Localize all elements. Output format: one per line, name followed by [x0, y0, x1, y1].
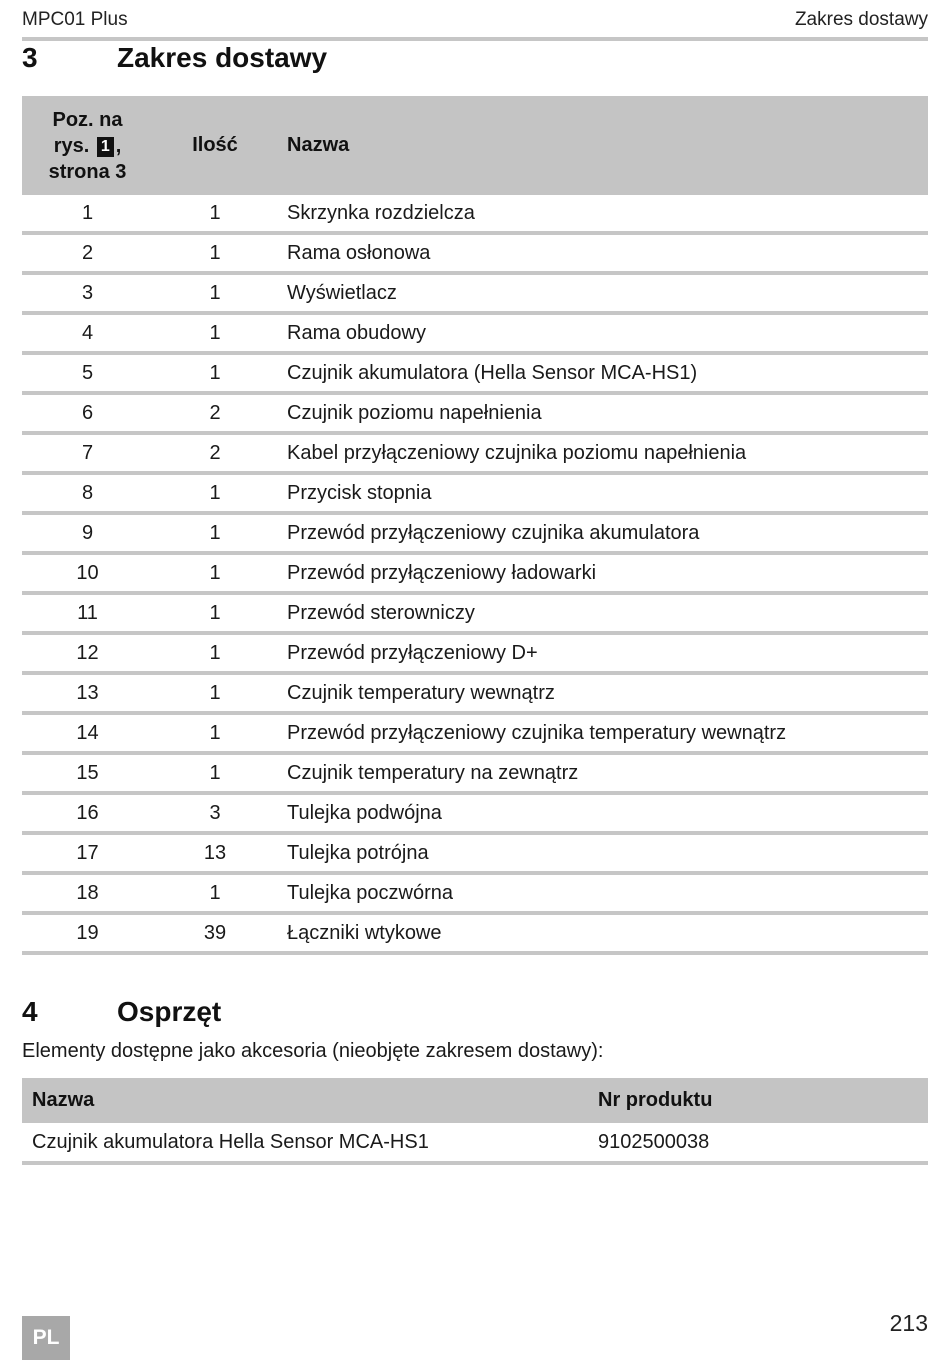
- table-row: [22, 673, 928, 713]
- quantity-cell: 1: [153, 633, 277, 673]
- name-cell: Skrzynka rozdzielcza: [277, 195, 928, 233]
- table-row: [22, 873, 928, 913]
- name-cell: Tulejka poczwórna: [277, 873, 928, 913]
- name-cell: Czujnik poziomu napełnienia: [277, 393, 928, 433]
- position-cell: 5: [22, 353, 153, 393]
- position-cell: 11: [22, 593, 153, 633]
- position-cell: 14: [22, 713, 153, 753]
- name-cell: Przycisk stopnia: [277, 473, 928, 513]
- quantity-cell: 1: [153, 313, 277, 353]
- table-row: [22, 313, 928, 353]
- position-cell: 8: [22, 473, 153, 513]
- quantity-cell: 1: [153, 233, 277, 273]
- name-cell: Czujnik temperatury na zewnątrz: [277, 753, 928, 793]
- position-cell: 6: [22, 393, 153, 433]
- name-cell: Kabel przyłączeniowy czujnika poziomu napełnienia: [277, 433, 928, 473]
- position-cell: 4: [22, 313, 153, 353]
- position-cell: 18: [22, 873, 153, 913]
- accessories-header-row: [22, 1078, 928, 1123]
- quantity-cell: 1: [153, 553, 277, 593]
- name-cell: Przewód przyłączeniowy czujnika akumulatora: [277, 513, 928, 553]
- table-header-row: [22, 96, 928, 195]
- name-cell: Przewód przyłączeniowy czujnika temperatury wewnątrz: [277, 713, 928, 753]
- quantity-cell: 2: [153, 393, 277, 433]
- position-header-line2-prefix: rys.: [53, 134, 90, 157]
- name-cell: Rama obudowy: [277, 313, 928, 353]
- position-cell: 19: [22, 913, 153, 953]
- table-row: [22, 913, 928, 953]
- table-row: [22, 393, 928, 433]
- position-header-line3: strona 3: [48, 160, 127, 183]
- delivery-scope-table: [22, 96, 928, 955]
- table-row: [22, 793, 928, 833]
- section-4-title: Osprzęt: [117, 996, 222, 1027]
- figure-reference-badge: 1: [97, 137, 114, 157]
- name-cell: Przewód sterowniczy: [277, 593, 928, 633]
- table-row: [22, 553, 928, 593]
- table-row: [22, 753, 928, 793]
- table-row: [22, 633, 928, 673]
- column-header-accessory-name: Nazwa: [22, 1078, 588, 1123]
- quantity-cell: 13: [153, 833, 277, 873]
- quantity-cell: 1: [153, 593, 277, 633]
- name-cell: Rama osłonowa: [277, 233, 928, 273]
- section-4-number: 4: [22, 996, 38, 1027]
- name-cell: Tulejka potrójna: [277, 833, 928, 873]
- header-divider: [22, 37, 928, 41]
- delivery-scope-rows: [22, 195, 928, 953]
- name-cell: Tulejka podwójna: [277, 793, 928, 833]
- position-cell: 10: [22, 553, 153, 593]
- table-row: [22, 833, 928, 873]
- header-chapter-name: Zakres dostawy: [794, 9, 928, 30]
- section-3-title: Zakres dostawy: [117, 42, 328, 73]
- table-row: [22, 433, 928, 473]
- table-row: [22, 273, 928, 313]
- quantity-cell: 1: [153, 513, 277, 553]
- quantity-cell: 1: [153, 713, 277, 753]
- quantity-cell: 1: [153, 753, 277, 793]
- quantity-cell: 1: [153, 273, 277, 313]
- position-cell: 7: [22, 433, 153, 473]
- position-cell: 9: [22, 513, 153, 553]
- name-cell: Przewód przyłączeniowy D+: [277, 633, 928, 673]
- column-header-product-number: Nr produktu: [588, 1078, 928, 1123]
- accessories-intro: Elementy dostępne jako akcesoria (nieobjęte zakresem dostawy):: [22, 1040, 604, 1062]
- page-number: 213: [889, 1310, 928, 1336]
- quantity-cell: 2: [153, 433, 277, 473]
- section-3-number: 3: [22, 42, 38, 73]
- position-header-line1: Poz. na: [52, 108, 123, 131]
- name-cell: Czujnik temperatury wewnątrz: [277, 673, 928, 713]
- quantity-cell: 1: [153, 873, 277, 913]
- column-header-position: [22, 96, 153, 195]
- accessories-table: [22, 1078, 928, 1165]
- accessories-rows: [22, 1123, 928, 1163]
- position-header-comma: ,: [115, 134, 122, 157]
- name-cell: Przewód przyłączeniowy ładowarki: [277, 553, 928, 593]
- position-cell: 17: [22, 833, 153, 873]
- position-cell: 3: [22, 273, 153, 313]
- table-row: [22, 593, 928, 633]
- quantity-cell: 1: [153, 473, 277, 513]
- name-cell: Łączniki wtykowe: [277, 913, 928, 953]
- quantity-cell: 39: [153, 913, 277, 953]
- quantity-cell: 1: [153, 195, 277, 233]
- product-number-cell: 9102500038: [588, 1123, 928, 1163]
- position-cell: 13: [22, 673, 153, 713]
- name-cell: Wyświetlacz: [277, 273, 928, 313]
- table-row: [22, 513, 928, 553]
- language-badge: PL: [22, 1316, 70, 1360]
- name-cell: Czujnik akumulatora (Hella Sensor MCA-HS1): [277, 353, 928, 393]
- table-row: [22, 473, 928, 513]
- quantity-cell: 3: [153, 793, 277, 833]
- table-row: [22, 195, 928, 233]
- position-cell: 15: [22, 753, 153, 793]
- table-row: [22, 233, 928, 273]
- quantity-cell: 1: [153, 353, 277, 393]
- quantity-cell: 1: [153, 673, 277, 713]
- column-header-quantity: Ilość: [153, 96, 277, 195]
- table-row: [22, 1123, 928, 1163]
- position-cell: 16: [22, 793, 153, 833]
- table-row: [22, 353, 928, 393]
- header-product-name: MPC01 Plus: [22, 9, 128, 30]
- running-header: [22, 6, 928, 34]
- position-cell: 12: [22, 633, 153, 673]
- table-row: [22, 713, 928, 753]
- accessory-name-cell: Czujnik akumulatora Hella Sensor MCA-HS1: [22, 1123, 588, 1163]
- position-cell: 1: [22, 195, 153, 233]
- column-header-name: Nazwa: [277, 96, 928, 195]
- position-cell: 2: [22, 233, 153, 273]
